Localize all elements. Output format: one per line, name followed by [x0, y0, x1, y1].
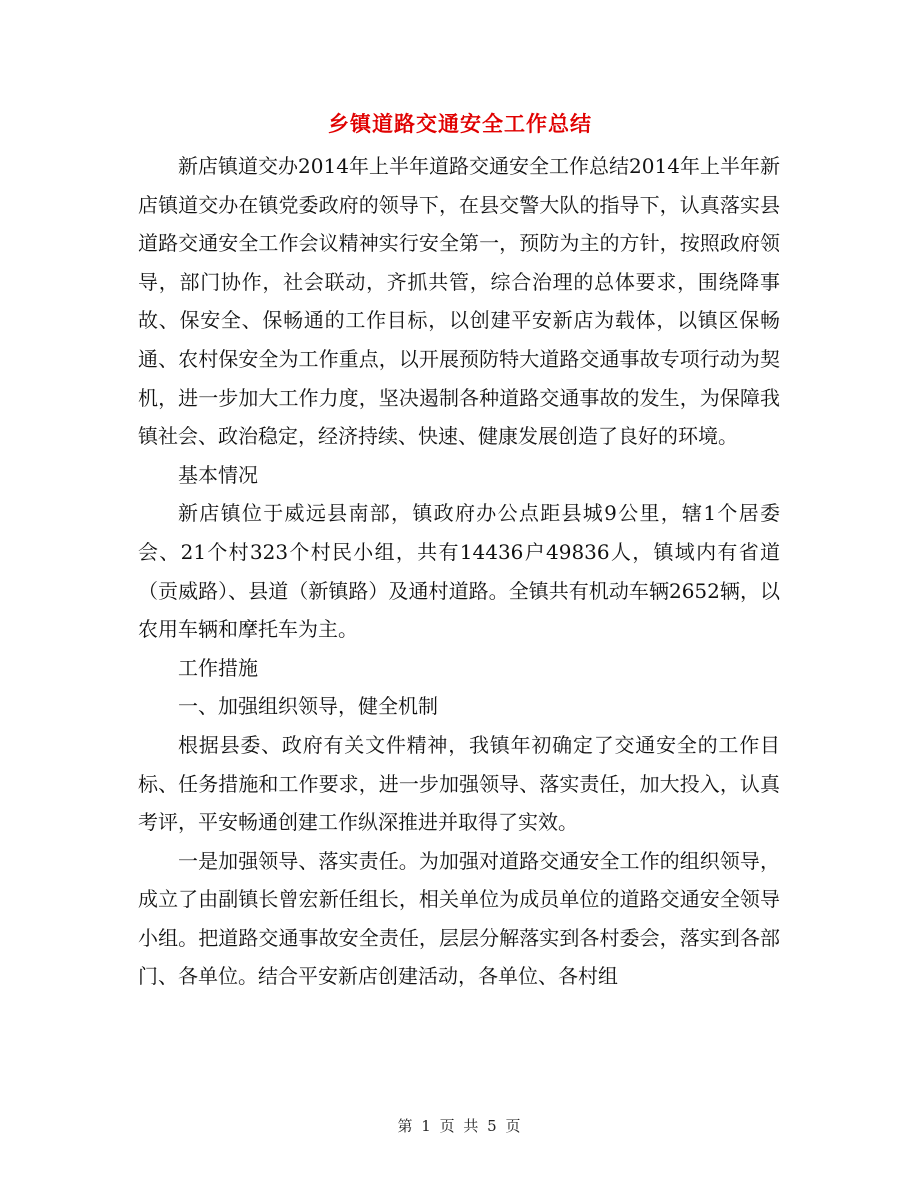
document-title: 乡镇道路交通安全工作总结 [328, 111, 592, 136]
page-footer: 第 1 页 共 5 页 [397, 1117, 523, 1135]
paragraph-organization: 根据县委、政府有关文件精神，我镇年初确定了交通安全的工作目标、任务措施和工作要求，进一步加强领导、落实责任，加大投入，认真考评，平安畅通创建工作纵深推进并取得了实效。 [138, 732, 780, 835]
document-body [138, 147, 780, 996]
paragraph-intro: 新店镇道交办2014年上半年道路交通安全工作总结2014年上半年新店镇道交办在镇党委政府的领导下，在县交警大队的指导下，认真落实县道路交通安全工作会议精神实行安全第一，预防为主的方针，按照政府领导，部门协作，社会联动，齐抓共管，综合治理的总体要求，围绕降事故、保安全、保畅通的工作目标，以创建平安新店为载体，以镇区保畅通、农村保安全为工作重点，以开展预防特大道路交通事故专项行动为契机，进一步加大工作力度，坚决遏制各种道路交通事故的发生，为保障我镇社会、政治稳定，经济持续、快速、健康发展创造了良好的环境。 [138, 154, 780, 449]
subheading-organization: 一、加强组织领导，健全机制 [178, 694, 438, 719]
heading-work-measures: 工作措施 [178, 655, 258, 680]
paragraph-basic-situation: 新店镇位于威远县南部，镇政府办公点距县城9公里，辖1个居委会、21个村323个村民小组，共有14436户49836人，镇域内有省道（贡威路）、县道（新镇路）及通村道路。全镇共有机动车辆2652辆，以农用车辆和摩托车为主。 [138, 501, 780, 642]
heading-basic-situation: 基本情况 [178, 462, 258, 487]
paragraph-leadership: 一是加强领导、落实责任。为加强对道路交通安全工作的组织领导，成立了由副镇长曾宏新任组长，相关单位为成员单位的道路交通安全领导小组。把道路交通事故安全责任，层层分解落实到各村委会，落实到各部门、各单位。结合平安新店创建活动，各单位、各村组 [138, 848, 780, 989]
